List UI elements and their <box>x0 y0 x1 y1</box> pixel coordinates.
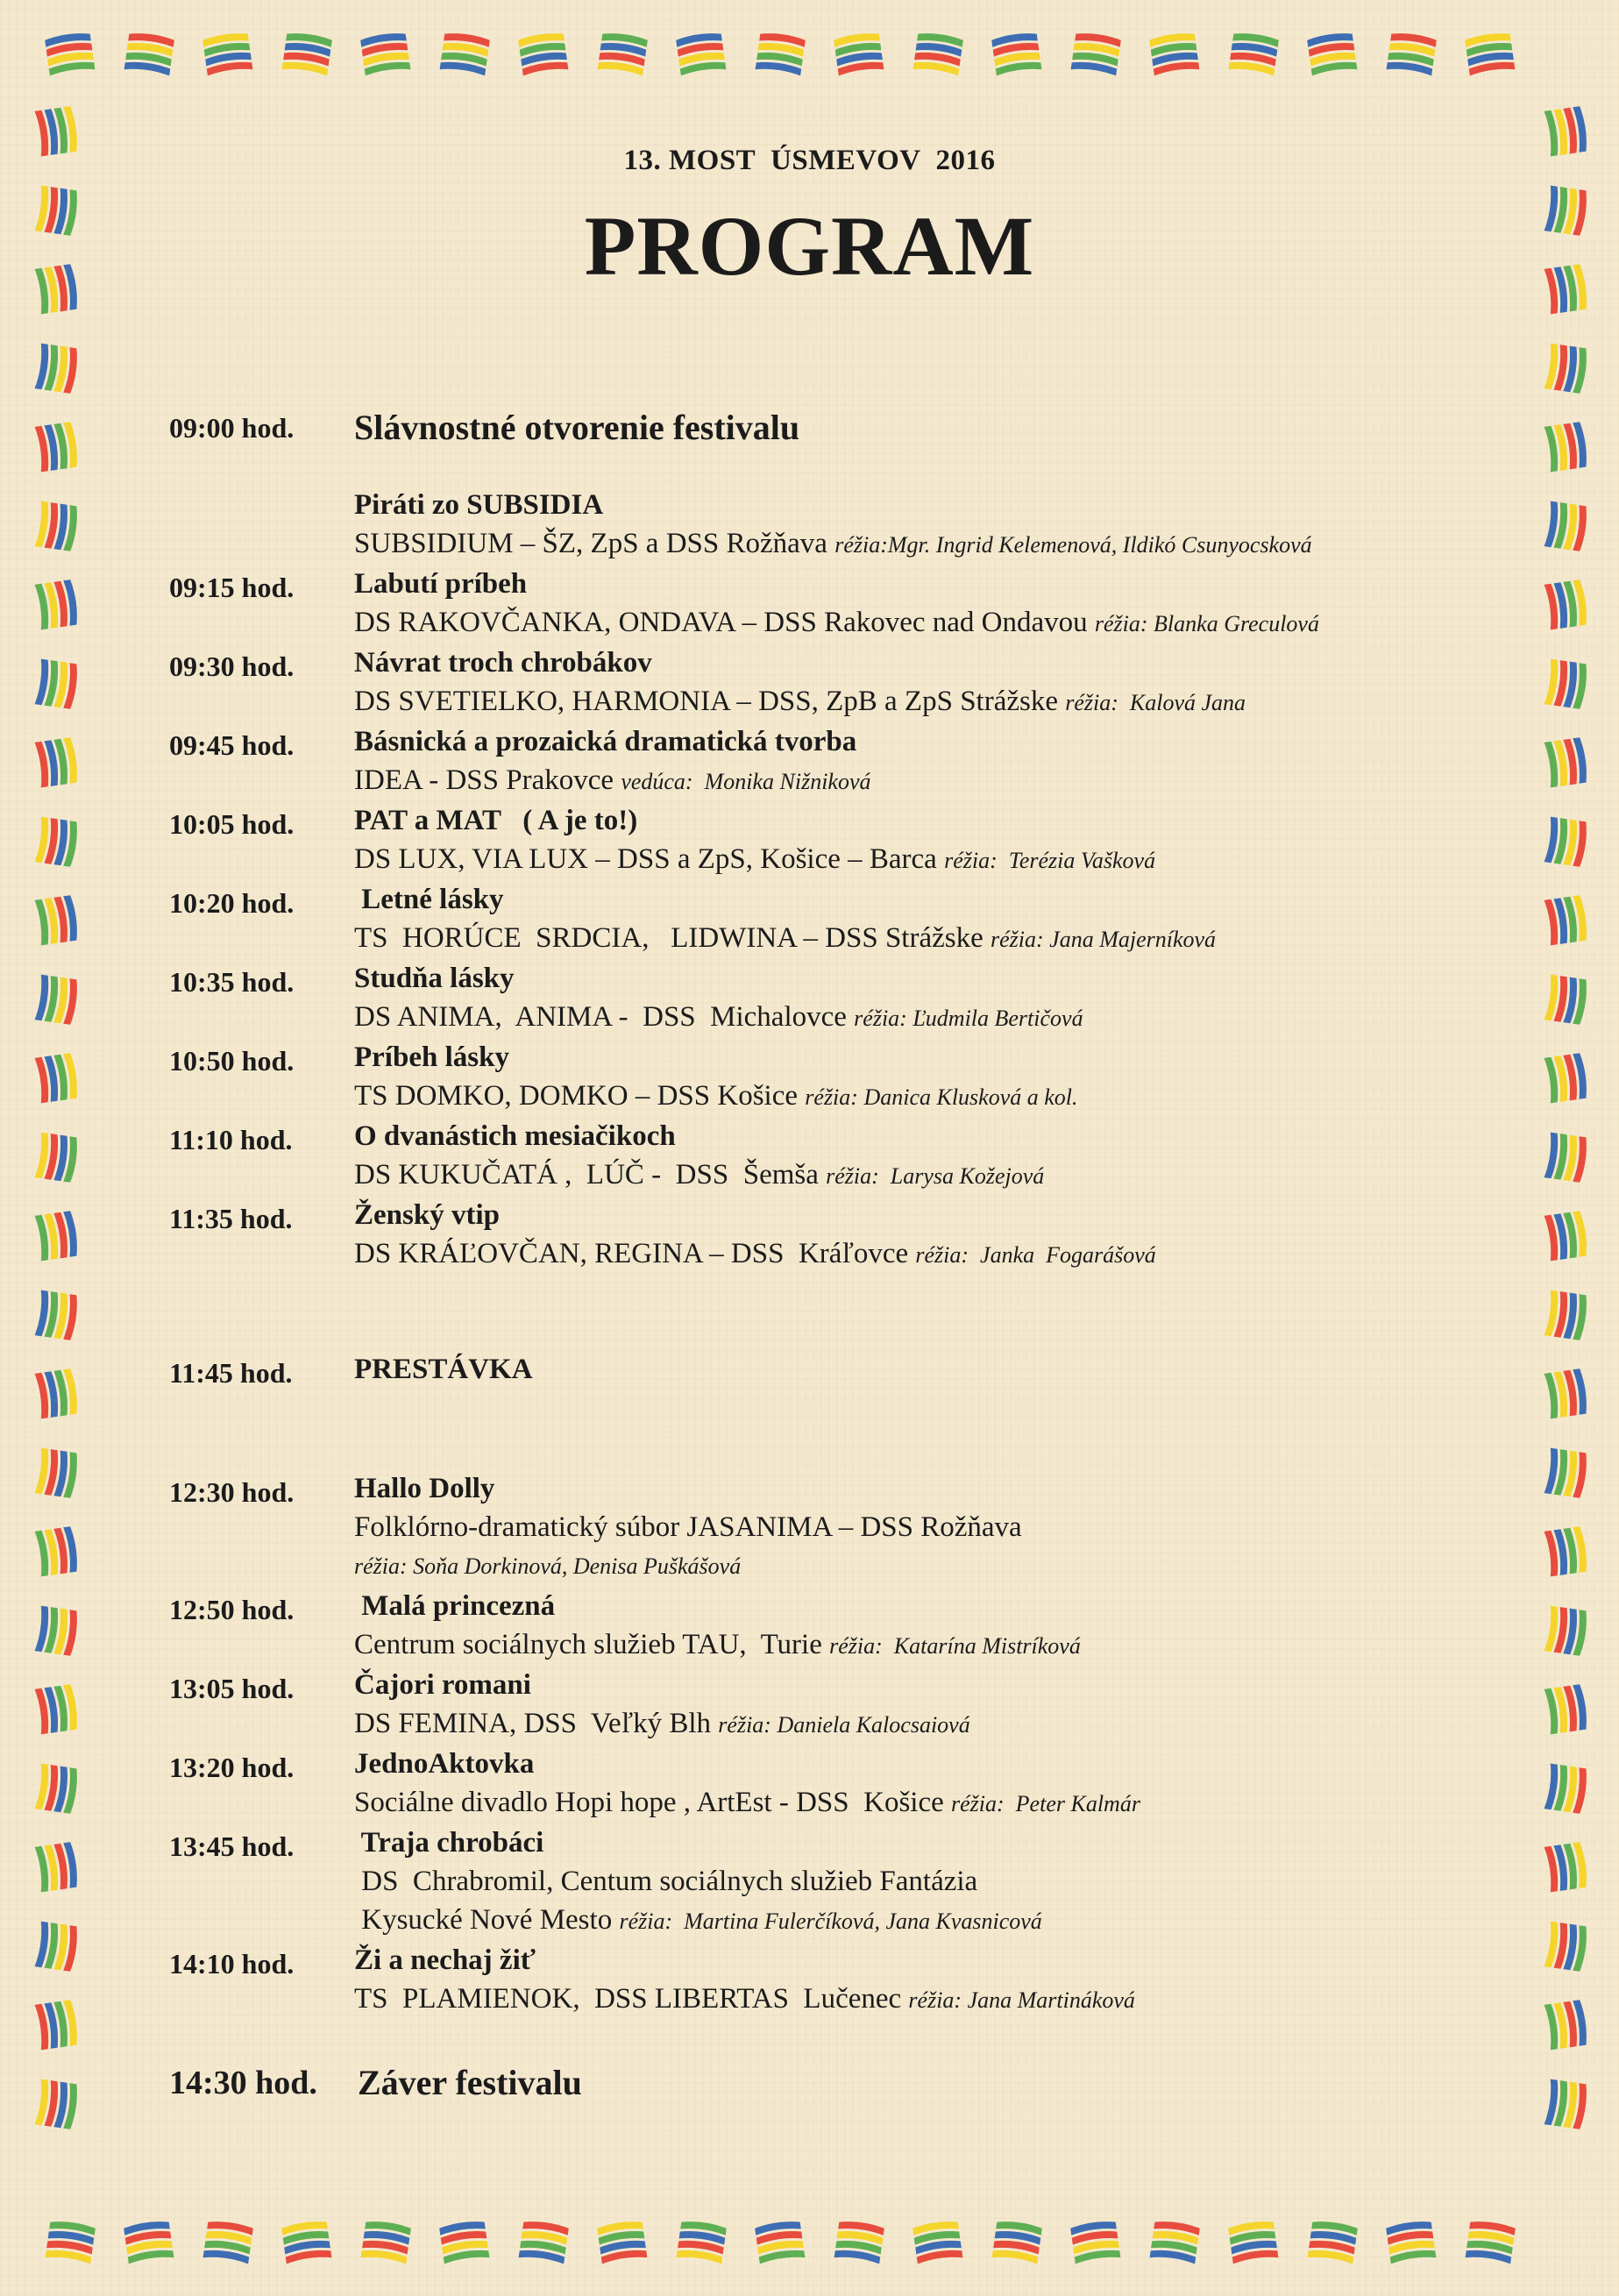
event-title: Studňa lásky <box>354 963 515 994</box>
performer-line: Centrum sociálnych služieb TAU, Turie réžia: Katarína Mistríková <box>354 1629 1081 1660</box>
event-title: Malá princezná <box>354 1590 556 1622</box>
director-credit: réžia: Larysa Kožejová <box>826 1163 1045 1189</box>
event-title: Básnická a prozaická dramatická tvorba <box>354 726 857 757</box>
schedule-time: 09:00 hod. <box>169 412 295 444</box>
director-credit: réžia: Jana Martináková <box>908 1987 1135 2013</box>
event-title: Traja chrobáci <box>354 1827 544 1859</box>
director-credit: réžia: Janka Fogarášová <box>915 1242 1156 1268</box>
schedule-time: 14:10 hod. <box>169 1948 295 1980</box>
director-credit: réžia: Martina Fulerčíková, Jana Kvasnicová <box>619 1909 1042 1934</box>
event-title: Piráti zo SUBSIDIA <box>354 489 604 521</box>
performer-line: DS ANIMA, ANIMA - DSS Michalovce réžia: Ľudmila Bertičová <box>354 1001 1083 1033</box>
schedule-time: 12:50 hod. <box>169 1594 295 1625</box>
director-credit: réžia: Daniela Kalocsaiová <box>718 1712 970 1738</box>
event-title: Hallo Dolly <box>354 1473 495 1504</box>
event-title: Labutí príbeh <box>354 568 528 600</box>
performer-line: IDEA - DSS Prakovce vedúca: Monika Nižniková <box>354 764 871 796</box>
schedule-time: 09:15 hod. <box>169 572 295 603</box>
schedule-time: 13:20 hod. <box>169 1752 295 1783</box>
schedule-time: 13:05 hod. <box>169 1673 295 1704</box>
director-credit: réžia: Danica Klusková a kol. <box>805 1084 1078 1110</box>
schedule-time: 09:45 hod. <box>169 729 295 761</box>
director-credit: réžia: Blanka Greculová <box>1094 611 1319 636</box>
performer-line: TS HORÚCE SRDCIA, LIDWINA – DSS Strážske réžia: Jana Majerníková <box>354 922 1217 954</box>
event-title: Slávnostné otvorenie festivalu <box>354 408 800 447</box>
schedule-time: 11:45 hod. <box>169 1357 293 1389</box>
event-title: O dvanástich mesiačikoch <box>354 1120 676 1152</box>
event-title: PAT a MAT ( A je to!) <box>354 805 638 836</box>
event-title: Čajori romani <box>354 1669 531 1701</box>
page-title: PROGRAM <box>584 199 1035 293</box>
schedule-time: 12:30 hod. <box>169 1476 295 1508</box>
director-credit: réžia:Mgr. Ingrid Kelemenová, Ildikó Csunyocsková <box>834 532 1312 558</box>
performer-line: TS DOMKO, DOMKO – DSS Košice réžia: Danica Klusková a kol. <box>354 1080 1078 1112</box>
event-title: Ži a nechaj žiť <box>354 1944 536 1976</box>
performer-line: DS FEMINA, DSS Veľký Blh réžia: Daniela Kalocsaiová <box>354 1708 970 1739</box>
director-credit: réžia: Ľudmila Bertičová <box>854 1006 1083 1031</box>
schedule-time: 11:10 hod. <box>169 1124 293 1155</box>
schedule-time: 10:35 hod. <box>169 966 295 998</box>
performer-line: SUBSIDIUM – ŠZ, ZpS a DSS Rožňava réžia:Mgr. Ingrid Kelemenová, Ildikó Csunyocsková <box>354 528 1312 559</box>
schedule-time: 13:45 hod. <box>169 1830 295 1862</box>
director-credit: réžia: Peter Kalmár <box>951 1791 1140 1816</box>
director-credit: réžia: Jana Majerníková <box>991 927 1217 952</box>
event-title: Návrat troch chrobákov <box>354 647 652 679</box>
schedule-time: 14:30 hod. <box>169 2065 317 2101</box>
event-title: JednoAktovka <box>354 1748 535 1780</box>
performer-line: DS RAKOVČANKA, ONDAVA – DSS Rakovec nad Ondavou réžia: Blanka Greculová <box>354 607 1319 638</box>
director-credit: vedúca: Monika Nižniková <box>621 769 871 794</box>
director-credit: réžia: Soňa Dorkinová, Denisa Puškášová <box>354 1553 742 1579</box>
performer-line: DS KUKUČATÁ , LÚČ - DSS Šemša réžia: Larysa Kožejová <box>354 1159 1045 1191</box>
performer-line: DS KRÁĽOVČAN, REGINA – DSS Kráľovce réžia: Janka Fogarášová <box>354 1238 1156 1269</box>
performer-line: TS PLAMIENOK, DSS LIBERTAS Lučenec réžia: Jana Martináková <box>354 1983 1135 2015</box>
schedule-time: 09:30 hod. <box>169 650 295 682</box>
performer-line: Folklórno-dramatický súbor JASANIMA – DSS Rožňava <box>354 1511 1022 1543</box>
schedule-time: 10:50 hod. <box>169 1045 295 1077</box>
director-credit: réžia: Terézia Vašková <box>944 848 1156 873</box>
performer-line: Kysucké Nové Mesto réžia: Martina Fulerčíková, Jana Kvasnicová <box>354 1904 1042 1936</box>
performer-line: DS LUX, VIA LUX – DSS a ZpS, Košice – Barca réžia: Terézia Vašková <box>354 843 1156 875</box>
director-credit: réžia: Kalová Jana <box>1065 690 1246 715</box>
performer-line: Sociálne divadlo Hopi hope , ArtEst - DSS Košice réžia: Peter Kalmár <box>354 1787 1140 1818</box>
director-credit: réžia: Katarína Mistríková <box>829 1633 1081 1659</box>
festival-title: 13. MOST ÚSMEVOV 2016 <box>623 145 996 176</box>
performer-line: DS SVETIELKO, HARMONIA – DSS, ZpB a ZpS Strážske réžia: Kalová Jana <box>354 686 1246 717</box>
schedule-time: 11:35 hod. <box>169 1203 293 1234</box>
event-title: Ženský vtip <box>354 1199 500 1231</box>
event-title: Letné lásky <box>354 884 504 915</box>
performer-line: DS Chrabromil, Centum sociálnych služieb Fantázia <box>354 1866 978 1897</box>
director-credit <box>354 1555 741 1578</box>
event-title: PRESTÁVKA <box>354 1354 533 1385</box>
event-title: Príbeh lásky <box>354 1041 509 1073</box>
event-title: Záver festivalu <box>358 2063 582 2102</box>
schedule-time: 10:20 hod. <box>169 887 295 919</box>
schedule-time: 10:05 hod. <box>169 808 295 840</box>
